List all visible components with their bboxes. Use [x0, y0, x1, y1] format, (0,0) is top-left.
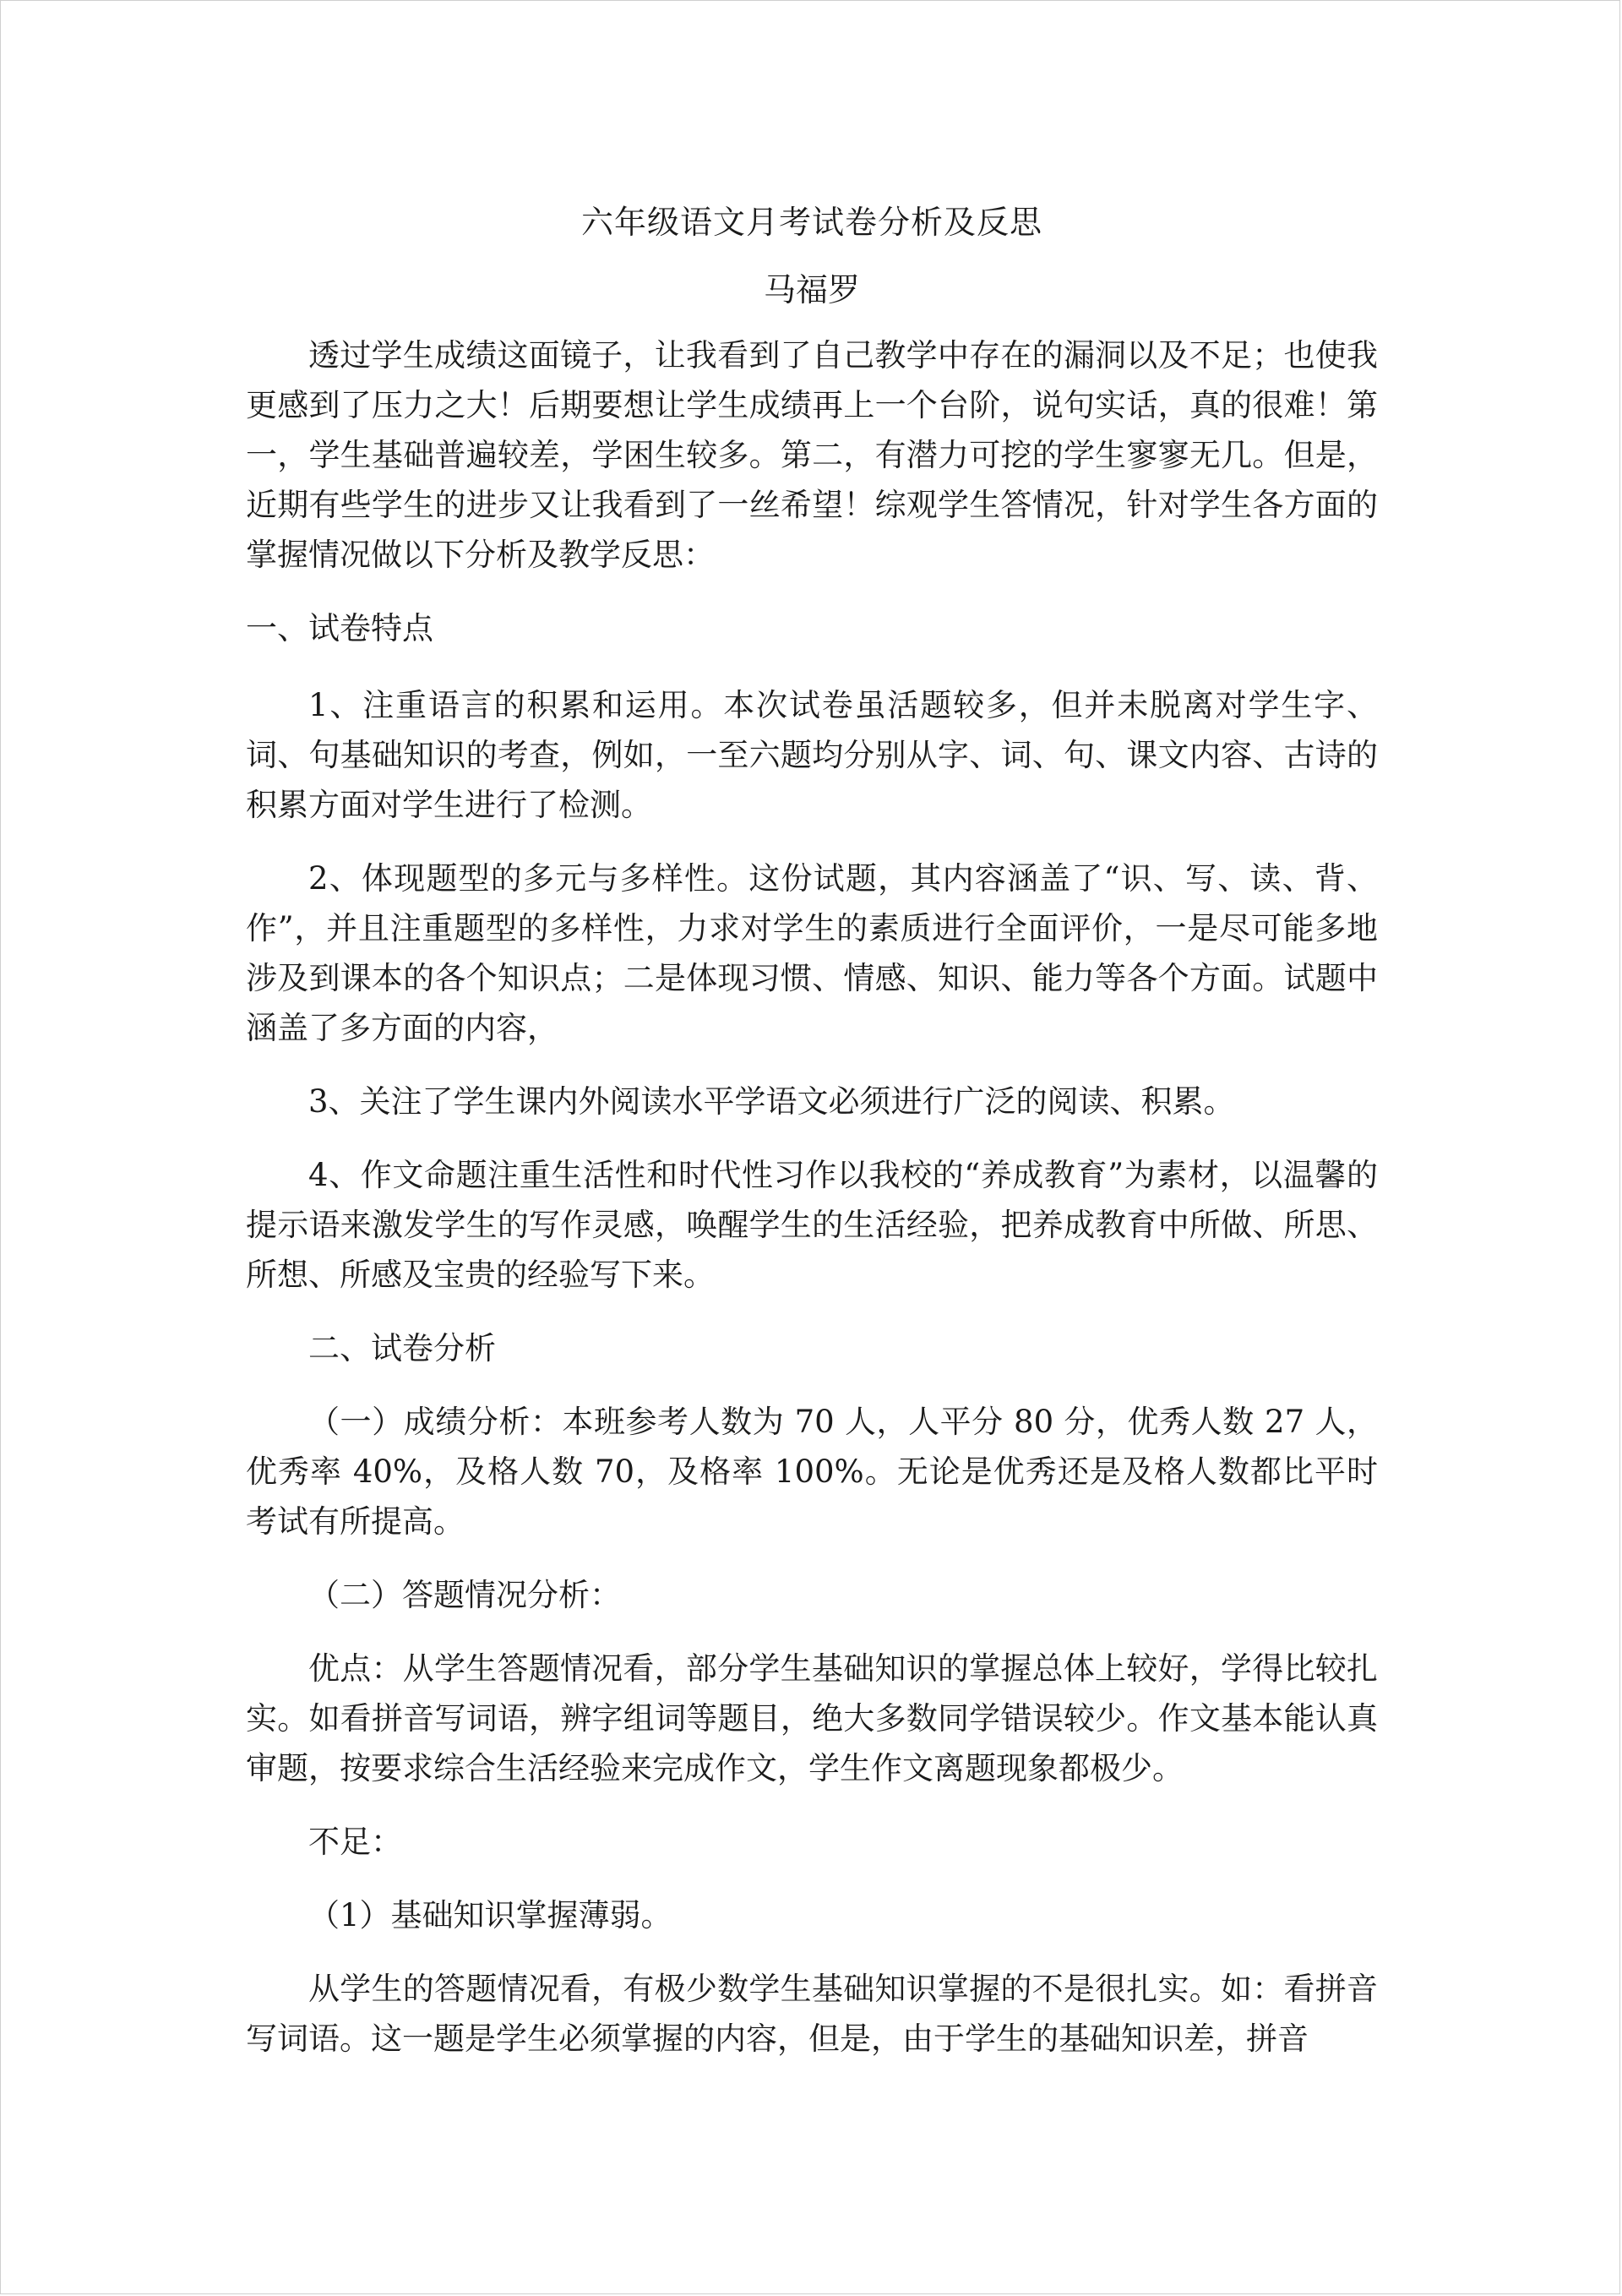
answer-analysis-heading: （二）答题情况分析：: [308, 1577, 621, 1613]
weakness-heading: 不足：: [308, 1824, 402, 1860]
document-body: [246, 197, 1378, 2064]
document-author: 马福罗: [763, 271, 860, 308]
feature-item-4: 4、作文命题注重生活性和时代性习作以我校的“养成教育”为素材，以温馨的提示语来激发学生的写作灵感，唤醒学生的生活经验，把养成教育中所做、所思、所想、所感及宝贵的经验写下来。: [246, 1157, 1378, 1293]
strengths-paragraph: 优点：从学生答题情况看，部分学生基础知识的掌握总体上较好，学得比较扎实。如看拼音写词语，辨字组词等题目，绝大多数同学错误较少。作文基本能认真审题，按要求综合生活经验来完成作文，学生作文离题现象都极少。: [246, 1650, 1378, 1786]
section-heading-features: 一、试卷特点: [246, 610, 433, 646]
feature-item-3: 3、关注了学生课内外阅读水平学语文必须进行广泛的阅读、积累。: [308, 1083, 1235, 1120]
intro-paragraph: 透过学生成绩这面镜子，让我看到了自己教学中存在的漏洞以及不足；也使我更感到了压力之大！后期要想让学生成绩再上一个台阶，说句实话，真的很难！第一，学生基础普遍较差，学困生较多。第二，有潜力可挖的学生寥寥无几。但是，近期有些学生的进步又让我看到了一丝希望！综观学生答情况，针对学生各方面的掌握情况做以下分析及教学反思：: [246, 337, 1378, 573]
feature-item-2: 2、体现题型的多元与多样性。这份试题，其内容涵盖了“识、写、读、背、作”，并且注重题型的多样性，力求对学生的素质进行全面评价，一是尽可能多地涉及到课本的各个知识点；二是体现习惯、情感、知识、能力等各个方面。试题中涵盖了多方面的内容，: [246, 860, 1378, 1046]
feature-item-1: 1、注重语言的积累和运用。本次试卷虽活题较多，但并未脱离对学生字、词、句基础知识的考查，例如，一至六题均分别从字、词、句、课文内容、古诗的积累方面对学生进行了检测。: [246, 687, 1378, 823]
weakness-paragraph: 从学生的答题情况看，有极少数学生基础知识掌握的不是很扎实。如：看拼音写词语。这一题是学生必须掌握的内容，但是，由于学生的基础知识差，拼音: [246, 1971, 1378, 2057]
section-heading-analysis: 二、试卷分析: [308, 1330, 496, 1366]
document-title: 六年级语文月考试卷分析及反思: [580, 204, 1042, 241]
weakness-item-1: （1）基础知识掌握薄弱。: [308, 1897, 672, 1933]
score-analysis-paragraph: （一）成绩分析：本班参考人数为 70 人，人平分 80 分，优秀人数 27 人，优秀率 40%，及格人数 70，及格率 100%。无论是优秀还是及格人数都比平时考试有所提高。: [246, 1404, 1378, 1540]
